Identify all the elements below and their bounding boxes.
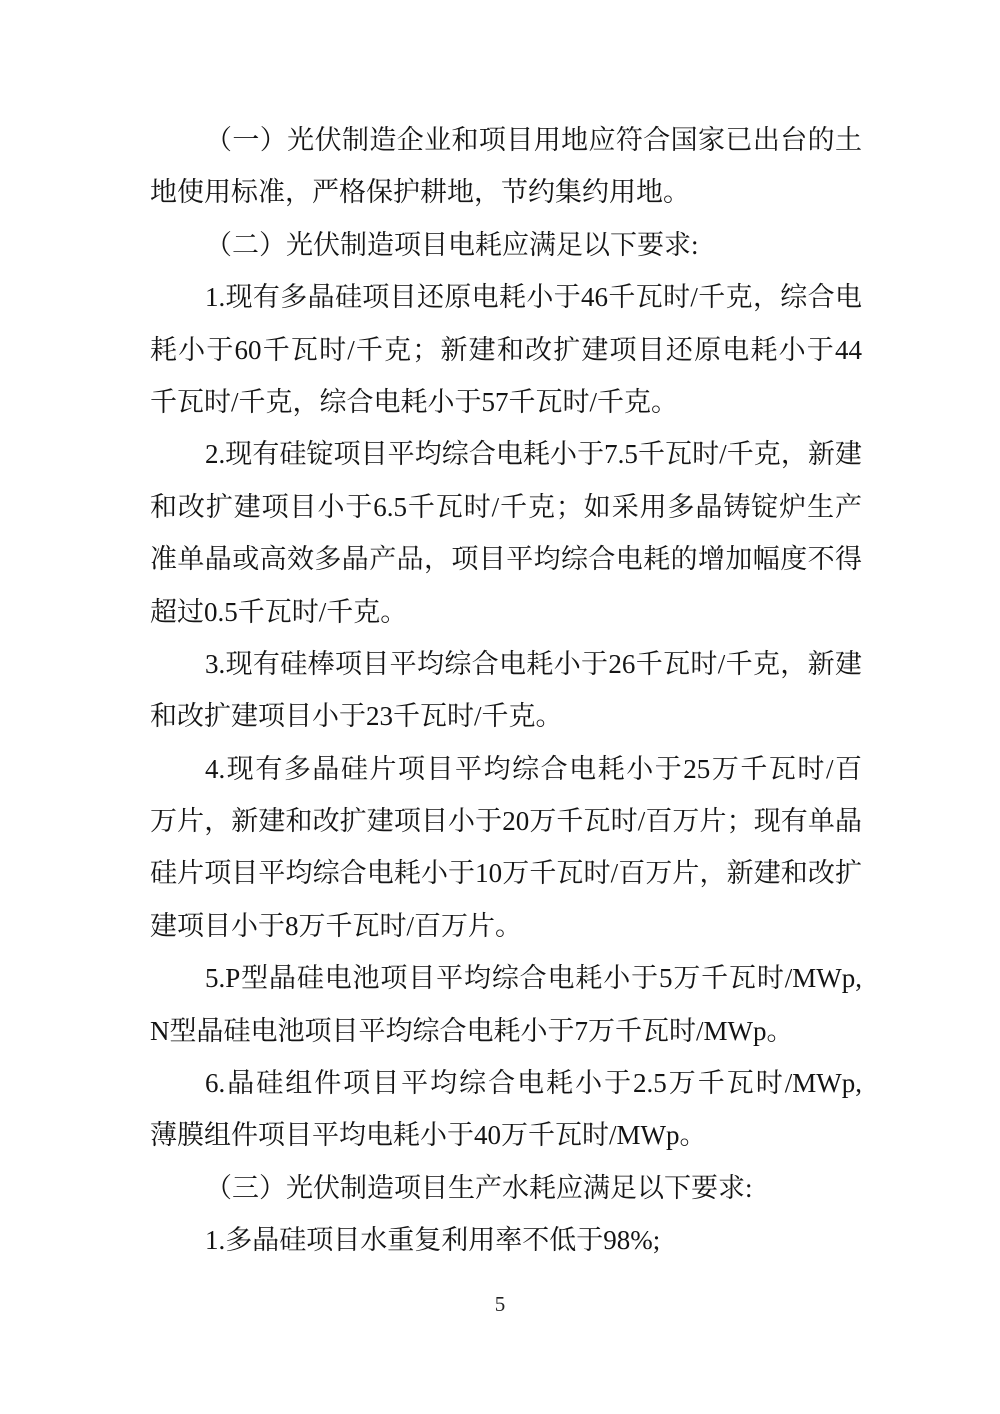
page-number: 5: [494, 1292, 506, 1316]
text-line: 和改扩建项目小于6.5千瓦时/千克；如采用多晶铸锭炉生产: [150, 491, 862, 522]
page-footer: [0, 1292, 1000, 1317]
document-body: [150, 114, 862, 1267]
text-line: 超过0.5千瓦时/千克。: [150, 596, 408, 627]
text-line: 4.现有多晶硅片项目平均综合电耗小于25万千瓦时/百: [205, 753, 862, 784]
text-line: 1.多晶硅项目水重复利用率不低于98%;: [205, 1225, 661, 1256]
text-line: 建项目小于8万千瓦时/百万片。: [150, 910, 523, 941]
text-line: 2.现有硅锭项目平均综合电耗小于7.5千瓦时/千克，新建: [205, 439, 862, 470]
text-line: （三）光伏制造项目生产水耗应满足以下要求:: [205, 1172, 753, 1203]
text-line: 3.现有硅棒项目平均综合电耗小于26千瓦时/千克，新建: [205, 648, 862, 679]
text-line: N型晶硅电池项目平均综合电耗小于7万千瓦时/MWp。: [150, 1015, 794, 1046]
text-line: （二）光伏制造项目电耗应满足以下要求:: [205, 229, 699, 260]
text-line: 准单晶或高效多晶产品，项目平均综合电耗的增加幅度不得: [150, 544, 862, 575]
text-line: 薄膜组件项目平均电耗小于40万千瓦时/MWp。: [150, 1120, 707, 1151]
text-line: 6.晶硅组件项目平均综合电耗小于2.5万千瓦时/MWp,: [205, 1068, 862, 1099]
text-line: 和改扩建项目小于23千瓦时/千克。: [150, 701, 563, 732]
text-line: 5.P型晶硅电池项目平均综合电耗小于5万千瓦时/MWp,: [205, 963, 862, 994]
text-line: 万片，新建和改扩建项目小于20万千瓦时/百万片；现有单晶: [150, 806, 862, 837]
text-line: 硅片项目平均综合电耗小于10万千瓦时/百万片，新建和改扩: [150, 858, 862, 889]
text-line: （一）光伏制造企业和项目用地应符合国家已出台的土: [205, 125, 862, 155]
text-line: 耗小于60千瓦时/千克；新建和改扩建项目还原电耗小于44: [150, 334, 862, 365]
text-line: 地使用标准，严格保护耕地，节约集约用地。: [150, 177, 690, 208]
text-line: 千瓦时/千克，综合电耗小于57千瓦时/千克。: [150, 386, 679, 417]
text-line: 1.现有多晶硅项目还原电耗小于46千瓦时/千克，综合电: [205, 282, 862, 313]
